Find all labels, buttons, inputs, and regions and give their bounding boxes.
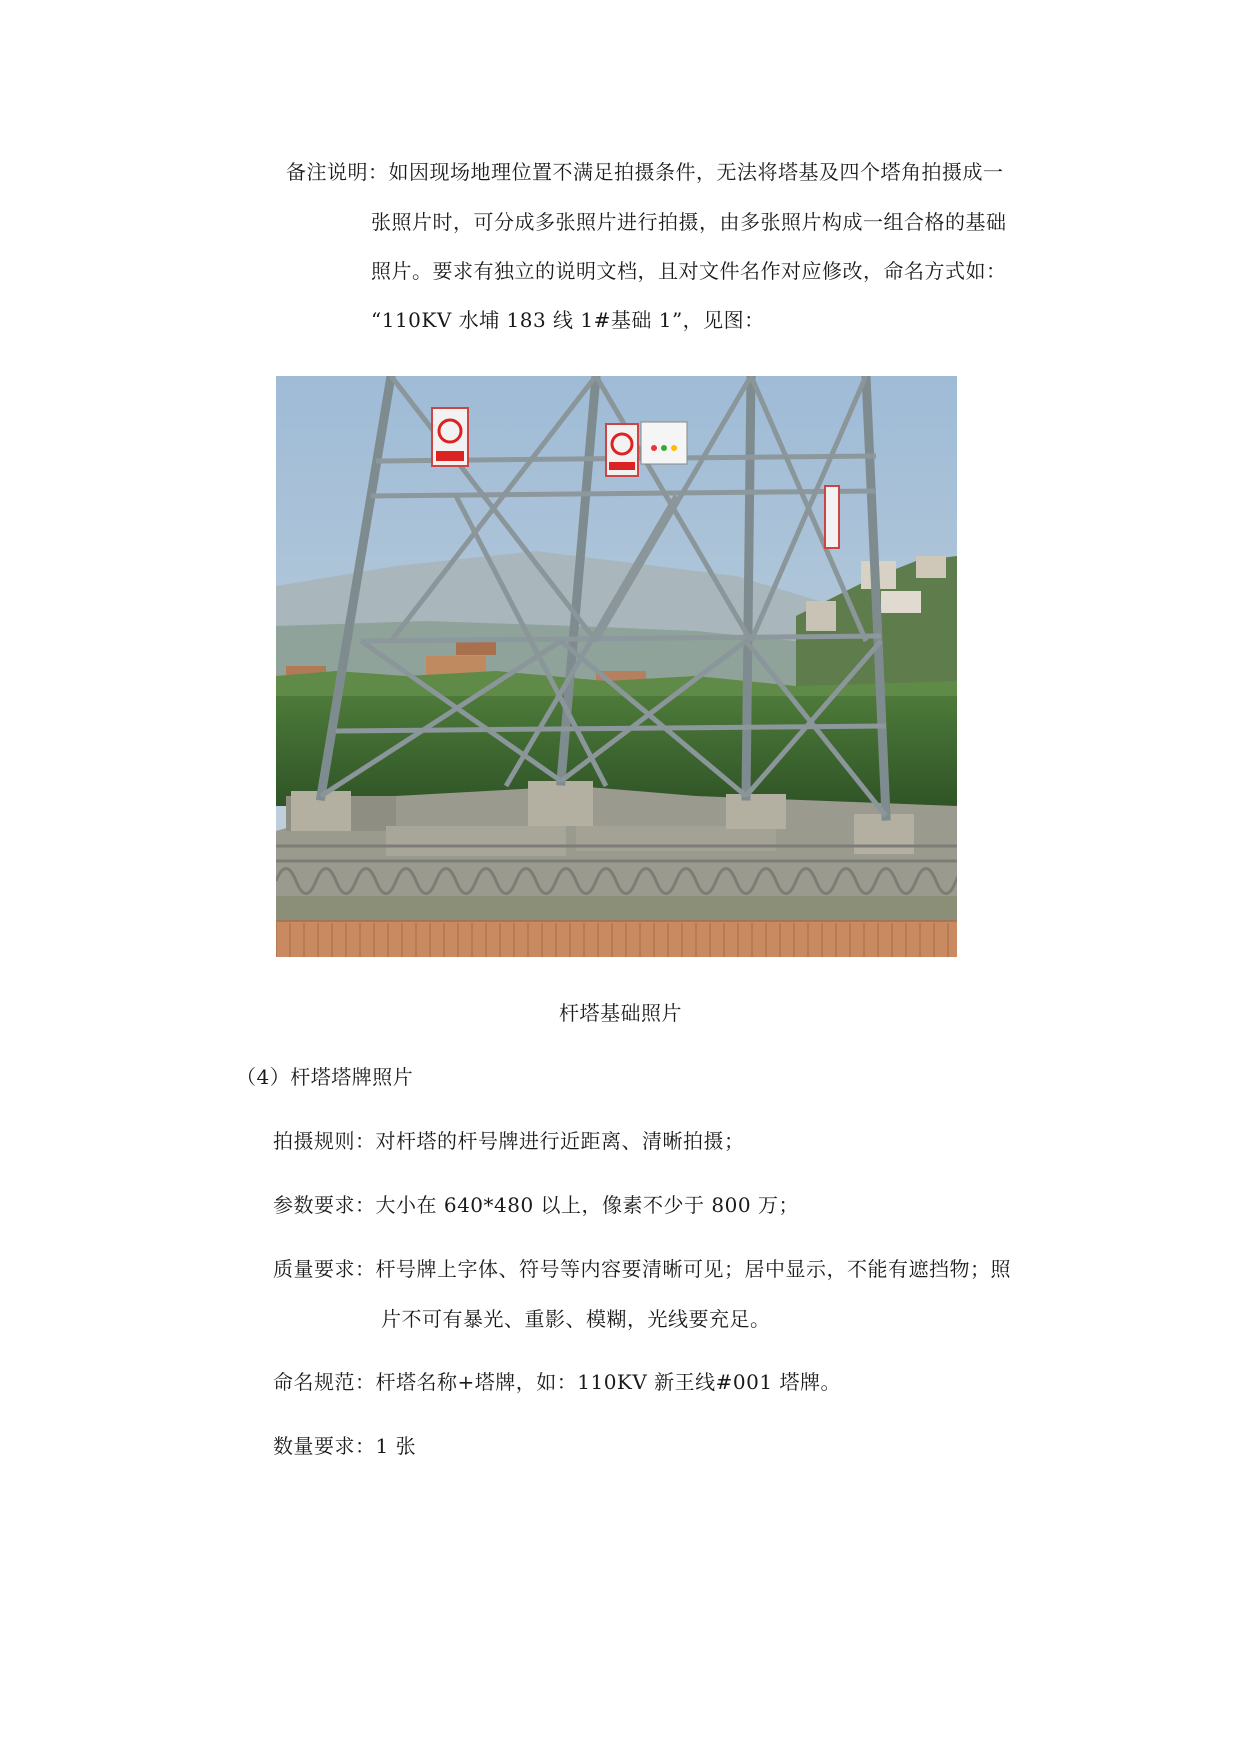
shooting-rule: 拍摄规则：对杆塔的杆号牌进行近距离、清晰拍摄；: [273, 1129, 745, 1153]
section-heading: （4）杆塔塔牌照片: [236, 1065, 414, 1089]
tower-foundation-photo: [276, 376, 957, 957]
note-line-1: 备注说明：如因现场地理位置不满足拍摄条件，无法将塔基及四个塔角拍摄成一: [286, 160, 1004, 184]
naming-convention: 命名规范：杆塔名称+塔牌，如：110KV 新王线#001 塔牌。: [273, 1370, 841, 1394]
parameter-requirement: 参数要求：大小在 640*480 以上，像素不少于 800 万；: [273, 1193, 799, 1217]
note-line-4: “110KV 水埔 183 线 1#基础 1”，见图：: [371, 308, 765, 332]
note-line-2: 张照片时，可分成多张照片进行拍摄，由多张照片构成一组合格的基础: [371, 210, 1007, 234]
quality-requirement-line-1: 质量要求：杆号牌上字体、符号等内容要清晰可见；居中显示，不能有遮挡物；照: [273, 1257, 1011, 1281]
note-line-3: 照片。要求有独立的说明文档，且对文件名作对应修改，命名方式如：: [371, 259, 1007, 283]
figure-caption: 杆塔基础照片: [559, 1001, 682, 1025]
quantity-requirement: 数量要求：1 张: [273, 1434, 417, 1458]
quality-requirement-line-2: 片不可有暴光、重影、模糊，光线要充足。: [381, 1307, 771, 1331]
